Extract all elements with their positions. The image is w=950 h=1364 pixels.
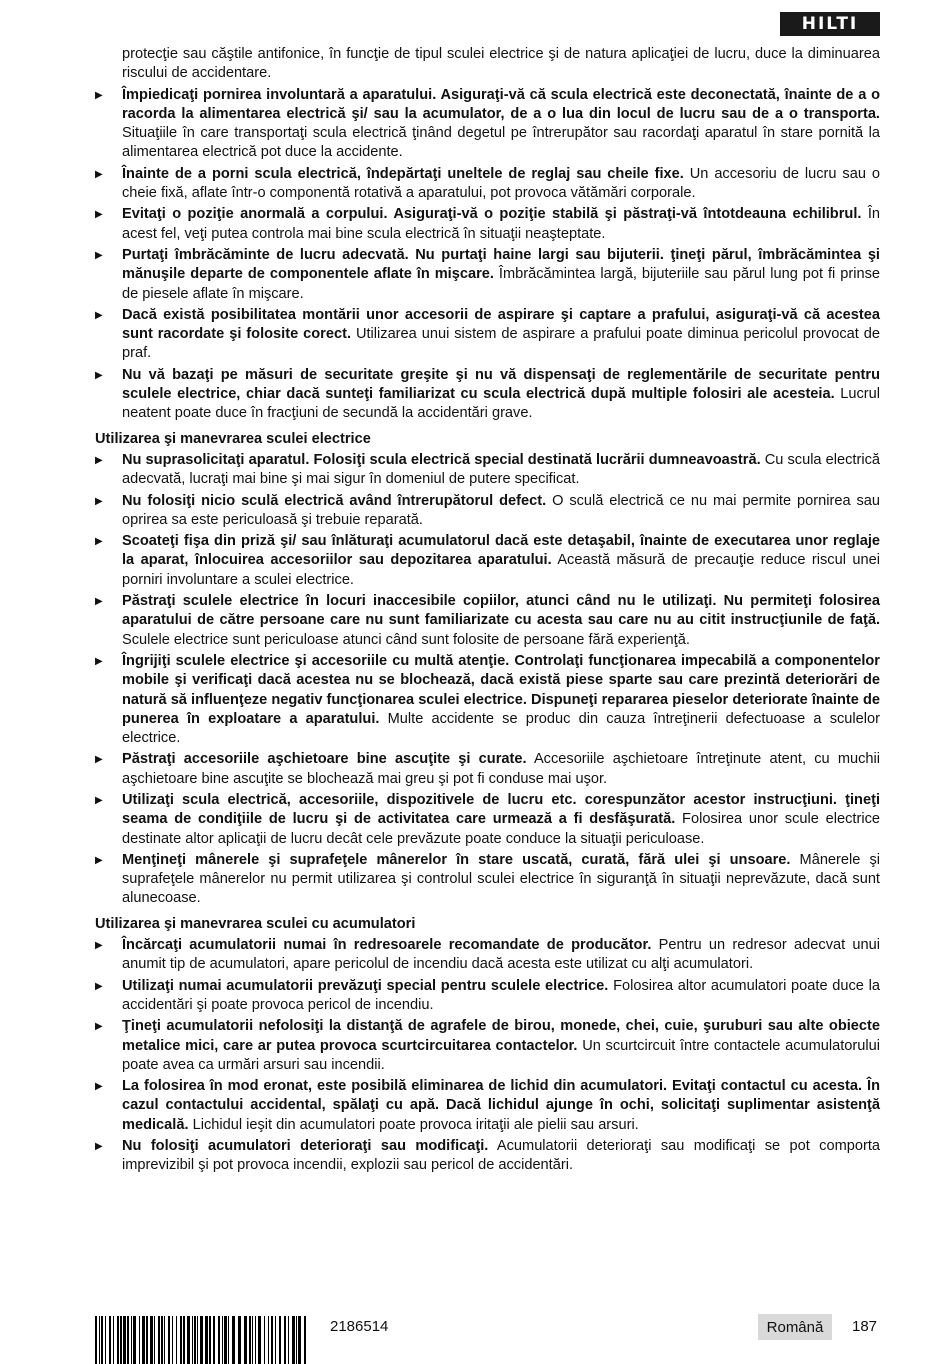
page-number: 187 — [852, 1318, 878, 1335]
bullet-arrow-icon: ▶ — [95, 454, 103, 466]
barcode-bar — [161, 1316, 163, 1364]
barcode-bar — [101, 1316, 103, 1364]
barcode-bar — [271, 1316, 273, 1364]
list-item — [95, 451, 880, 490]
list-item — [95, 306, 880, 364]
barcode-bar — [168, 1316, 170, 1364]
bullet-arrow-icon: ▶ — [95, 168, 103, 180]
language-badge: Română — [758, 1314, 832, 1340]
item-heading: Nu folosiţi acumulatori deterioraţi sau modificaţi. — [122, 1138, 489, 1155]
barcode-bar — [275, 1316, 276, 1364]
item-text: Acumulatorii deterioraţi sau modificaţi se pot comporta imprevizibil şi pot provoca incendii, explozii sau pericol de accidentări. — [122, 1138, 880, 1174]
barcode-bar — [158, 1316, 160, 1364]
list-item — [95, 592, 880, 650]
barcode-bar — [180, 1316, 182, 1364]
barcode-bar — [249, 1316, 251, 1364]
barcode-bar — [244, 1316, 247, 1364]
item-text: Această măsură de precauţie reduce riscul unei porniri involuntare a sculei electrice. — [122, 552, 880, 588]
item-text: Sculele electrice sunt periculoase atunci când sunt folosite de persoane fără experienţă. — [122, 631, 690, 648]
barcode-bar — [99, 1316, 100, 1364]
list-item — [95, 492, 880, 531]
barcode-bar — [109, 1316, 111, 1364]
list-item — [95, 1077, 880, 1135]
item-heading: Ţineţi acumulatorii nefolosiţi la distanţă de agrafele de birou, monede, chei, cuie, şuruburi sau alte obiecte metalice mici, care ar putea provoca scurtcircuitarea contactelor. — [122, 1018, 880, 1054]
barcode-bar — [95, 1316, 97, 1364]
bullet-arrow-icon: ▶ — [95, 1141, 103, 1153]
barcode-bar — [255, 1316, 256, 1364]
bullet-arrow-icon: ▶ — [95, 655, 103, 667]
barcode-bar — [187, 1316, 190, 1364]
barcode-bar — [192, 1316, 193, 1364]
item-text: O sculă electrică ce nu mai permite pornirea sau oprirea sa este periculoasă şi trebuie reparată. — [122, 492, 880, 528]
bullet-arrow-icon: ▶ — [95, 980, 103, 992]
list-item — [95, 246, 880, 304]
item-heading: Purtaţi îmbrăcăminte de lucru adecvată. Nu purtaţi haine largi sau bijuterii. ţineţi părul, îmbrăcămintea şi mănuşile departe de componentele aflate în mişcare. — [122, 246, 880, 283]
item-heading: Păstraţi accesoriile aşchietoare bine ascuţite şi curate. — [122, 751, 527, 768]
item-heading: Împiedicaţi pornirea involuntară a aparatului. Asiguraţi-vă că scula electrică este deconectată, înainte de a o racorda la alimentarea electrică şi/ sau la acumulator, de a o lua din locul de lucru sau de a o transporta. — [122, 86, 880, 122]
item-heading: Încărcaţi acumulatorii numai în redresoarele recomandate de producător. — [122, 937, 652, 954]
list-item — [95, 851, 880, 909]
barcode-bar — [292, 1316, 295, 1364]
item-text: Utilizarea unui sistem de aspirare a prafului poate diminua pericolul provocat de praf. — [122, 326, 880, 362]
barcode-bar — [113, 1316, 114, 1364]
document-code: 2186514 — [330, 1318, 389, 1335]
bullet-arrow-icon: ▶ — [95, 794, 103, 806]
barcode-bar — [183, 1316, 185, 1364]
barcode-bar — [304, 1316, 306, 1364]
item-heading: La folosirea în mod eronat, este posibilă eliminarea de lichid din acumulatori. Evitaţi contactul cu acesta. În cazul contactului accidental, spălaţi cu apă. Dacă lichidul ajunge în ochi, solicitaţi suplimentar asistenţă medicală. — [122, 1078, 880, 1133]
barcode-bar — [218, 1316, 220, 1364]
barcode-bar — [176, 1316, 177, 1364]
list-item — [95, 165, 880, 204]
item-text: Un scurtcircuit între contactele acumulatorului poate avea ca urmări arsuri sau incendii. — [122, 1037, 880, 1073]
item-text: Folosirea altor acumulatori poate duce la accidentări şi poate provoca pericol de incendiu. — [122, 977, 880, 1013]
barcode-bar — [232, 1316, 235, 1364]
barcode-bar — [142, 1316, 145, 1364]
barcode-bar — [146, 1316, 148, 1364]
barcode — [95, 1316, 310, 1364]
barcode-bar — [296, 1316, 297, 1364]
barcode-bar — [105, 1316, 106, 1364]
item-heading: Menţineţi mânerele şi suprafeţele mânerelor în stare uscată, curată, fără ulei şi unsoare. — [122, 851, 791, 868]
section-heading-power-tool-use: Utilizarea şi manevrarea sculei electrice — [95, 430, 371, 447]
barcode-bar — [258, 1316, 261, 1364]
barcode-bar — [127, 1316, 129, 1364]
bullet-arrow-icon: ▶ — [95, 495, 103, 507]
intro-paragraph: protecţie sau căştile antifonice, în funcţie de tipul sculei electrice şi de natura aplicaţiei de lucru, duce la diminuarea riscului de accidentare. — [122, 46, 880, 82]
item-text: Pentru un redresor adecvat unui anumit tip de acumulatori, apare pericolul de incendiu dacă acesta este utilizat cu alţi acumulatori. — [122, 937, 881, 973]
item-heading: Păstraţi sculele electrice în locuri inaccesibile copiilor, atunci când nu le utilizaţi. Nu permiteţi folosirea aparatului de către persoane care nu sunt familiarizate cu acesta sau care nu au citit instrucţiunile de faţă. — [122, 593, 880, 629]
item-text: Îmbrăcămintea largă, bijuteriile sau părul lung pot fi prinse de piesele aflate în mişcare. — [122, 266, 880, 302]
bullet-arrow-icon: ▶ — [95, 536, 103, 548]
list-item — [95, 791, 880, 849]
list-power-tool-use — [95, 451, 880, 909]
bullet-arrow-icon: ▶ — [95, 754, 103, 766]
barcode-bar — [194, 1316, 196, 1364]
item-heading: Dacă există posibilitatea montării unor accesorii de aspirare şi captare a prafului, asiguraţi-vă că acestea sunt racordate şi folosite corect. — [122, 306, 880, 343]
barcode-bar — [172, 1316, 173, 1364]
barcode-bar — [197, 1316, 198, 1364]
item-heading: Nu folosiţi nicio sculă electrică având întrerupătorul defect. — [122, 492, 547, 509]
list-item — [95, 532, 880, 590]
item-heading: Îngrijiţi sculele electrice şi accesoriile cu multă atenţie. Controlaţi funcţionarea impecabilă a componentelor mobile şi verificaţi dacă acestea nu se blochează, dacă există piese sparte sau care prezintă deteriorări de natură să influenţeze negativ funcţionarea sculei electrice. Dispuneţi repararea pieselor deteriorate înainte de punerea în exploatare a aparatului. — [122, 652, 880, 727]
item-text: În acest fel, veţi putea controla mai bine scula electrică în situaţii neaşteptate. — [122, 206, 881, 242]
list-item — [95, 366, 880, 424]
barcode-bar — [213, 1316, 215, 1364]
barcode-bar — [222, 1316, 223, 1364]
hilti-logo: HILTI — [780, 12, 880, 36]
barcode-bar — [150, 1316, 153, 1364]
item-text: Accesoriile aşchietoare întreţinute atent, cu muchii aşchietoare bine ascuţite se blochează mai greu şi pot fi conduse mai uşor. — [122, 751, 881, 787]
item-heading: Înainte de a porni scula electrică, îndepărtaţi uneltele de reglaj sau cheile fixe. — [122, 165, 684, 182]
item-heading: Utilizaţi scula electrică, accesoriile, dispozitivele de lucru etc. corespunzător acestor instrucţiuni. ţineţi seama de condiţiile de lucru şi de activitatea care urmează a fi desfăşurată. — [122, 791, 880, 828]
barcode-bar — [117, 1316, 119, 1364]
barcode-bar — [209, 1316, 211, 1364]
list-item — [95, 936, 880, 975]
bullet-arrow-icon: ▶ — [95, 596, 103, 608]
item-text: Situaţiile în care transportaţi scula electrică ţinând degetul pe întrerupător sau racordaţi aparatul în stare pornită la alimentarea electrică pot duce la accidente. — [122, 125, 880, 161]
bullet-arrow-icon: ▶ — [95, 1021, 103, 1033]
barcode-bar — [131, 1316, 132, 1364]
document-body — [95, 45, 880, 1176]
barcode-bar — [264, 1316, 265, 1364]
barcode-bar — [164, 1316, 165, 1364]
list-item — [95, 652, 880, 748]
barcode-bar — [123, 1316, 126, 1364]
barcode-bar — [120, 1316, 122, 1364]
list-item — [95, 86, 880, 163]
barcode-bar — [298, 1316, 301, 1364]
barcode-bar — [133, 1316, 136, 1364]
section-heading-battery-tool-use: Utilizarea şi manevrarea sculei cu acumulatori — [95, 915, 416, 932]
item-text: Lucrul neatent poate duce în fracţiuni de secundă la accidentări grave. — [122, 386, 880, 422]
barcode-bar — [139, 1316, 140, 1364]
item-text: Folosirea unor scule electrice destinate altor aplicaţii de lucru decât cele prevăzute poate conduce la situaţii periculoase. — [122, 811, 880, 847]
list-item — [95, 750, 880, 789]
barcode-bar — [205, 1316, 208, 1364]
item-heading: Nu vă bazaţi pe măsuri de securitate greşite şi nu vă dispensaţi de reglementările de securitate pentru sculele electrice, chiar dacă sunteţi familiarizat cu scula electrică după multiple folosiri ale acesteia. — [122, 366, 880, 403]
item-heading: Evitaţi o poziţie anormală a corpului. Asiguraţi-vă o poziţie stabilă şi păstraţi-vă întotdeauna echilibrul. — [122, 206, 862, 223]
barcode-bar — [228, 1316, 229, 1364]
list-item — [95, 1017, 880, 1075]
item-heading: Nu suprasolicitaţi aparatul. Folosiţi scula electrică special destinată lucrării dumneavoastră. — [122, 451, 761, 468]
barcode-bar — [200, 1316, 203, 1364]
list-item — [95, 1137, 880, 1176]
item-text: Multe accidente se produc din cauza întreţinerii defectuoase a sculelor electrice. — [122, 710, 880, 747]
item-text: Un accesoriu de lucru sau o cheie fixă, aflate într-o componentă rotativă a aparatului, pot provoca vătămări corporale. — [122, 165, 880, 202]
bullet-arrow-icon: ▶ — [95, 369, 103, 381]
bullet-arrow-icon: ▶ — [95, 940, 103, 952]
bullet-arrow-icon: ▶ — [95, 854, 103, 866]
barcode-bar — [154, 1316, 155, 1364]
bullet-arrow-icon: ▶ — [95, 89, 103, 101]
barcode-bar — [238, 1316, 241, 1364]
barcode-bar — [268, 1316, 269, 1364]
bullet-arrow-icon: ▶ — [95, 249, 103, 261]
bullet-arrow-icon: ▶ — [95, 209, 103, 221]
item-text: Cu scula electrică adecvată, lucraţi mai bine şi mai sigur în domeniul de putere specificat. — [122, 451, 880, 488]
barcode-bar — [284, 1316, 286, 1364]
barcode-bar — [288, 1316, 289, 1364]
item-text: Lichidul ieşit din acumulatori poate provoca iritaţii ale pielii sau arsuri. — [192, 1116, 639, 1133]
list-item — [95, 977, 880, 1016]
barcode-bar — [252, 1316, 253, 1364]
item-heading: Utilizaţi numai acumulatorii prevăzuţi special pentru sculele electrice. — [122, 977, 609, 994]
bullet-arrow-icon: ▶ — [95, 1081, 103, 1093]
barcode-bar — [224, 1316, 227, 1364]
item-text: Mânerele şi suprafeţele mânerelor nu permit utilizarea şi controlul sculei electrice în siguranţă în situaţii neprevăzute, dacă sunt alunecoase. — [122, 851, 880, 907]
bullet-arrow-icon: ▶ — [95, 309, 103, 321]
list-battery-tool-use — [95, 936, 880, 1176]
barcode-bar — [279, 1316, 281, 1364]
item-heading: Scoateţi fişa din priză şi/ sau înlăturaţi acumulatorul dacă este detaşabil, înainte de executarea unor reglaje la aparat, înlocuirea accesoriilor sau depozitarea aparatului. — [122, 533, 880, 569]
list-item — [95, 205, 880, 244]
list-general-safety — [95, 86, 880, 424]
